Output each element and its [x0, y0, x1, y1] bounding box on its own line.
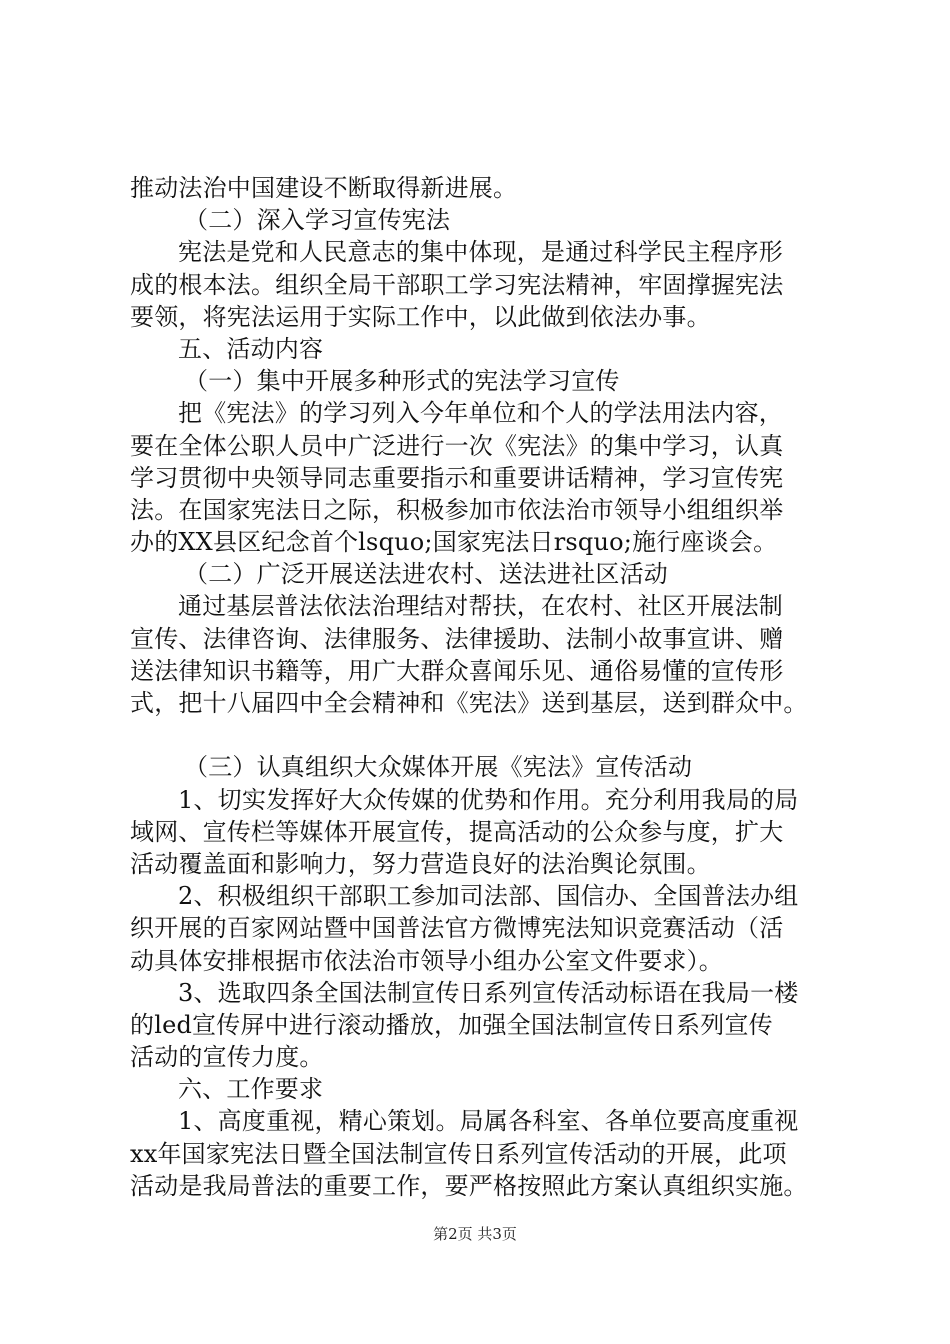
- paragraph-line: 把《宪法》的学习列入今年单位和个人的学法用法内容，: [178, 399, 783, 428]
- paragraph-line: 办的XX县区纪念首个lsquo;国家宪法日rsquo;施行座谈会。: [130, 528, 778, 557]
- page-number: 第2页 共3页: [433, 1225, 517, 1243]
- paragraph-line: 宣传、法律咨询、法律服务、法律援助、法制小故事宣讲、赠: [130, 624, 784, 653]
- section-heading: 六、工作要求: [178, 1075, 324, 1104]
- paragraph-line: 的led宣传屏中进行滚动播放，加强全国法制宣传日系列宣传: [130, 1010, 773, 1039]
- text-line: 推动法治中国建设不断取得新进展。: [130, 174, 518, 202]
- paragraph-line: 织开展的百家网站暨中国普法官方微博宪法知识竞赛活动（活: [130, 914, 784, 943]
- paragraph-line: 1、切实发挥好大众传媒的优势和作用。充分利用我局的局: [178, 785, 799, 814]
- paragraph-line: 法。在国家宪法日之际，积极参加市依法治市领导小组组织举: [130, 495, 784, 524]
- section-heading: （二）深入学习宣传宪法: [184, 206, 451, 235]
- paragraph-line: 活动覆盖面和影响力，努力营造良好的法治舆论氛围。: [130, 849, 711, 878]
- paragraph-line: 动具体安排根据市依法治市领导小组办公室文件要求）。: [130, 946, 723, 975]
- section-heading: 五、活动内容: [178, 334, 324, 363]
- paragraph-line: 要领，将宪法运用于实际工作中，以此做到依法办事。: [130, 302, 711, 331]
- section-heading: （一）集中开展多种形式的宪法学习宣传: [184, 367, 620, 396]
- paragraph-line: 成的根本法。组织全局干部职工学习宪法精神，牢固撑握宪法: [130, 270, 784, 299]
- paragraph-line: 学习贯彻中央领导同志重要指示和重要讲话精神，学习宣传宪: [130, 463, 784, 492]
- paragraph-line: 活动的宣传力度。: [130, 1043, 324, 1072]
- paragraph-line: 1、高度重视，精心策划。局属各科室、各单位要高度重视: [178, 1107, 799, 1136]
- paragraph-line: 域网、宣传栏等媒体开展宣传，提高活动的公众参与度，扩大: [130, 817, 784, 846]
- document-body: [130, 172, 830, 1202]
- paragraph-line: 3、选取四条全国法制宣传日系列宣传活动标语在我局一楼: [178, 978, 799, 1007]
- paragraph-line: 2、积极组织干部职工参加司法部、国信办、全国普法办组: [178, 882, 799, 911]
- section-heading: （三）认真组织大众媒体开展《宪法》宣传活动: [184, 753, 693, 782]
- paragraph-line: xx年国家宪法日暨全国法制宣传日系列宣传活动的开展，此项: [130, 1139, 787, 1168]
- paragraph-line: 活动是我局普法的重要工作，要严格按照此方案认真组织实施。: [130, 1171, 808, 1200]
- page-footer: [0, 1223, 950, 1244]
- paragraph-gap: [130, 719, 830, 751]
- paragraph-line: 宪法是党和人民意志的集中体现，是通过科学民主程序形: [178, 238, 783, 267]
- paragraph-line: 式，把十八届四中全会精神和《宪法》送到基层，送到群众中。: [130, 689, 808, 717]
- paragraph-line: 送法律知识书籍等，用广大群众喜闻乐见、通俗易懂的宣传形: [130, 656, 784, 685]
- section-heading: （二）广泛开展送法进农村、送法进社区活动: [184, 560, 668, 589]
- paragraph-line: 通过基层普法依法治理结对帮扶，在农村、社区开展法制: [178, 592, 783, 621]
- paragraph-line: 要在全体公职人员中广泛进行一次《宪法》的集中学习，认真: [130, 431, 784, 460]
